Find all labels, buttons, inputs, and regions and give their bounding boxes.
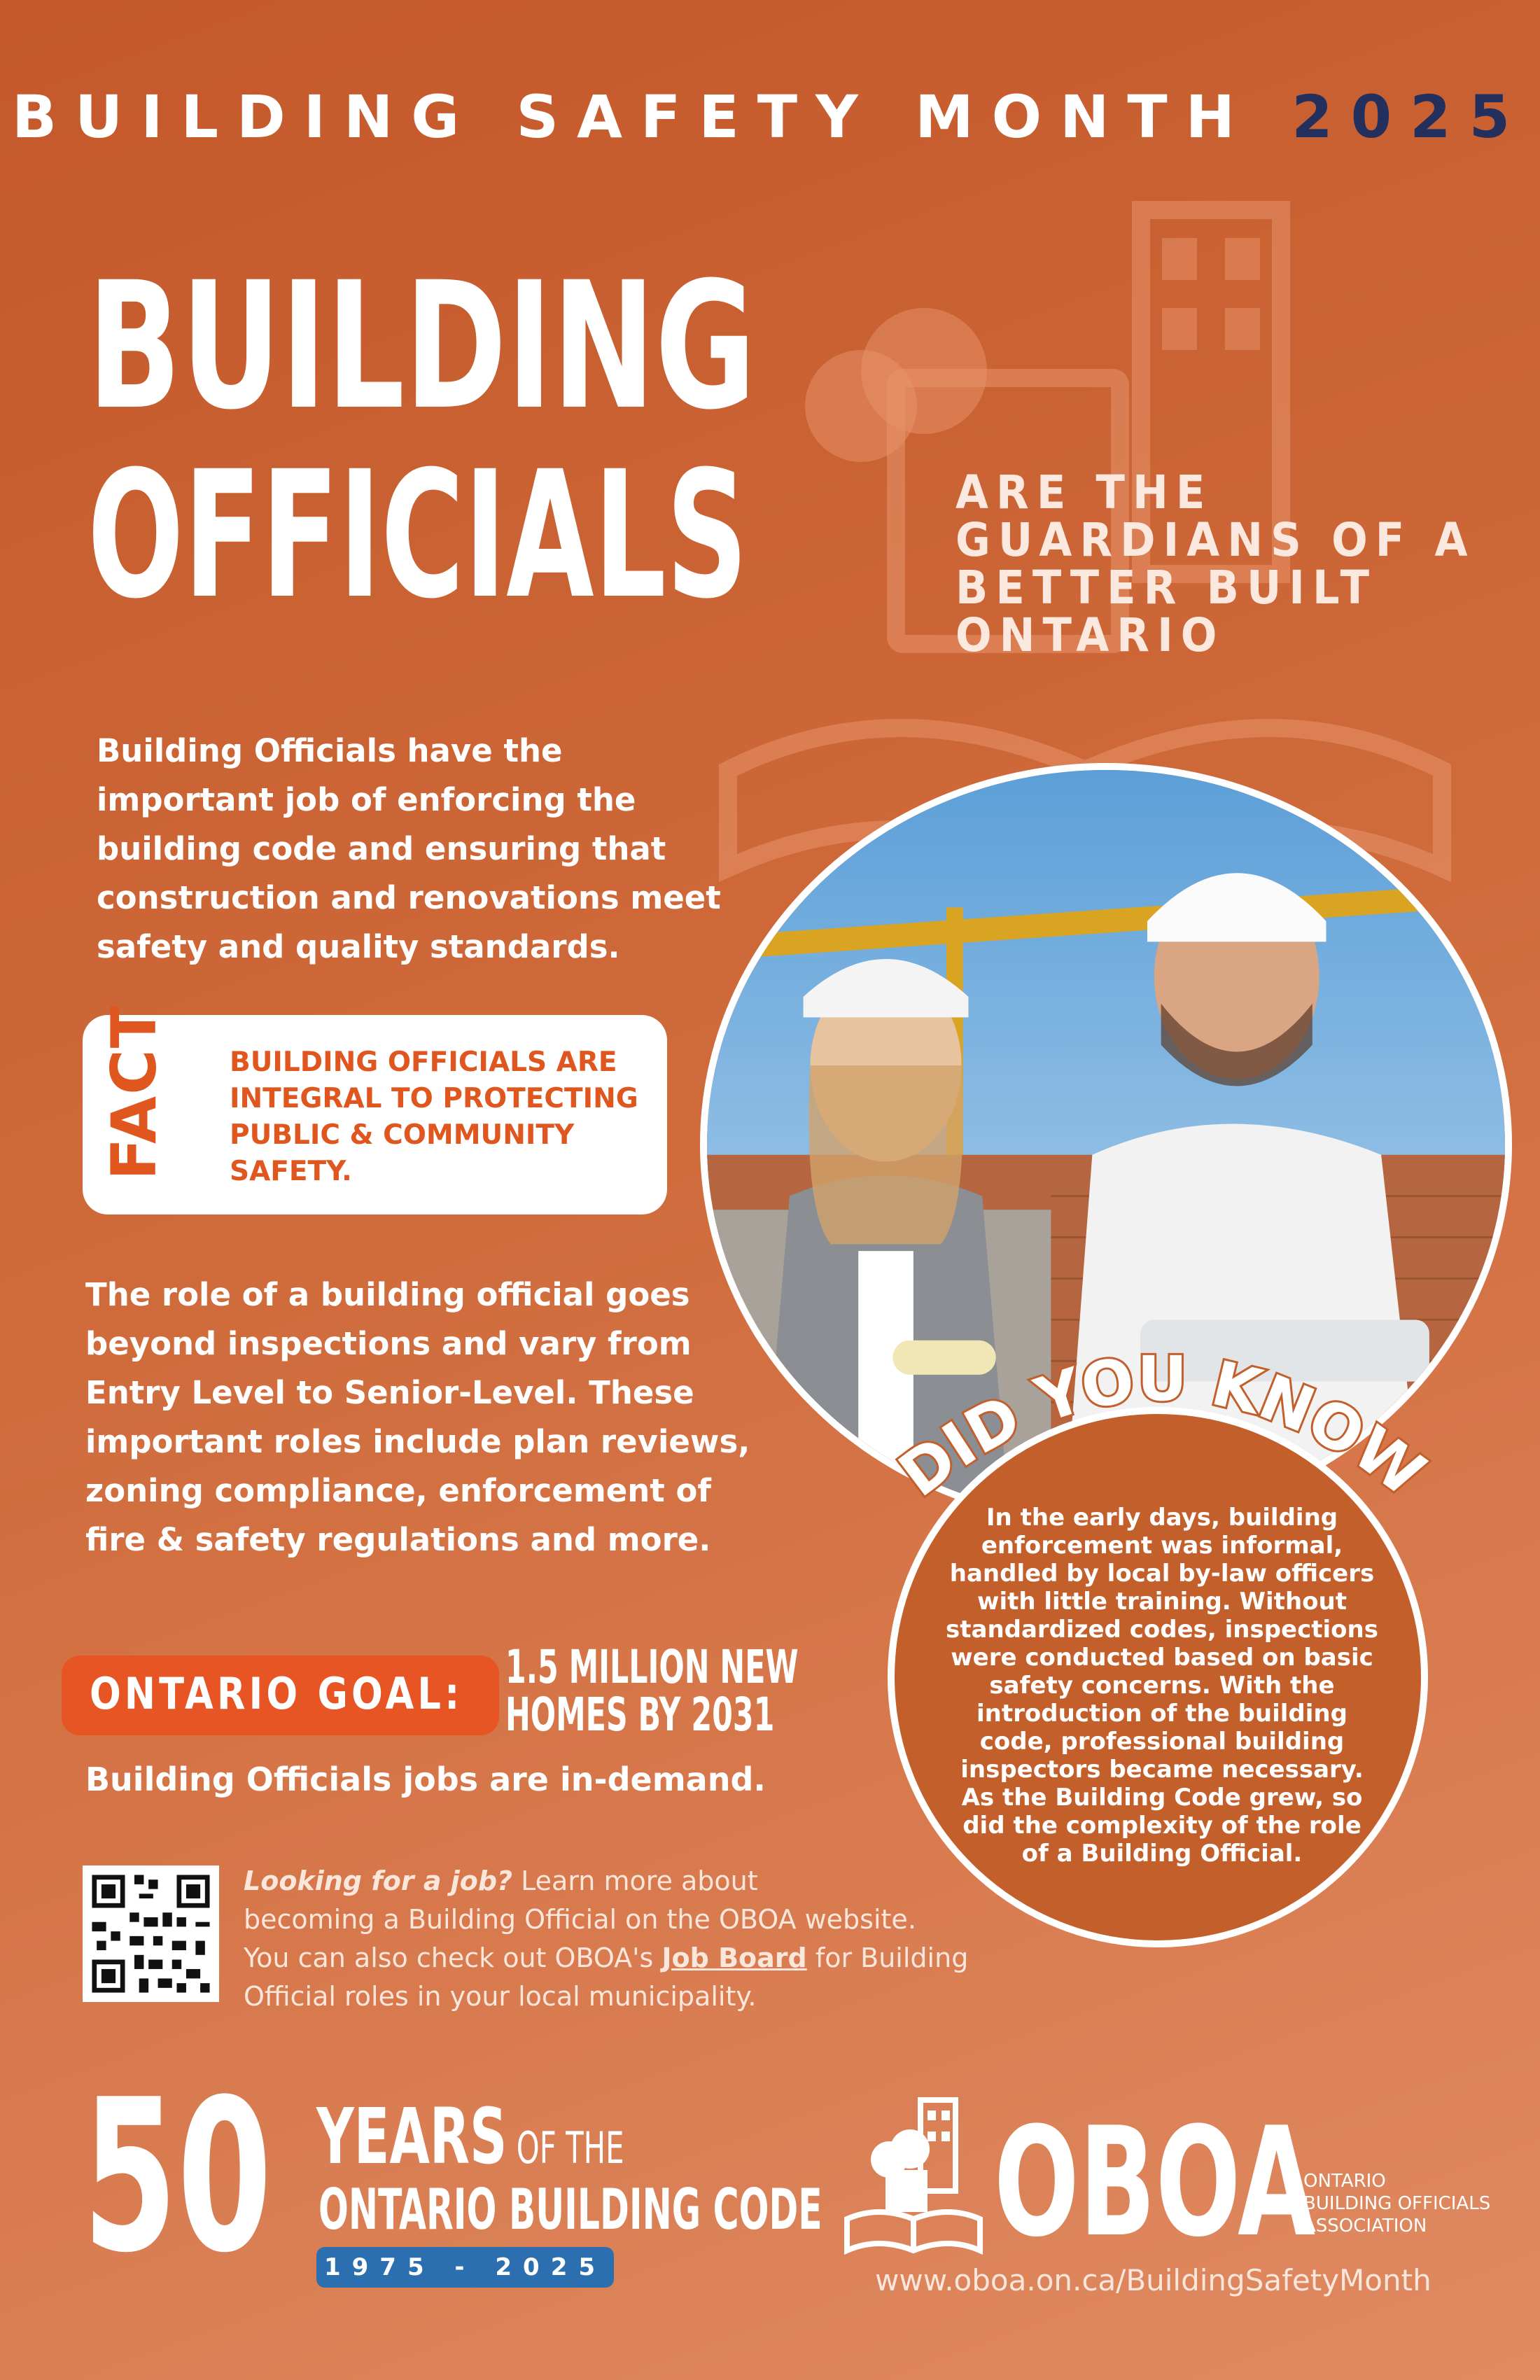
oboa-sub-line: BUILDING OFFICIALS bbox=[1303, 2193, 1491, 2214]
goal-value-line: 1.5 MILLION NEW bbox=[505, 1640, 799, 1694]
fact-text bbox=[230, 1044, 650, 1190]
hero-title-line-2: OFFICIALS bbox=[88, 433, 748, 637]
hero-title-line-1: BUILDING bbox=[88, 244, 756, 448]
did-you-know-title: DID YOU KNOW bbox=[886, 1342, 1438, 1498]
intro-paragraph: Building Officials have the important job of enforcing the building code and ensuring that construction and renovations meet safety and quality standards. bbox=[97, 732, 721, 965]
anniversary-of-the: OF THE bbox=[507, 2122, 624, 2174]
fact-line: INTEGRAL TO PROTECTING bbox=[230, 1083, 638, 1114]
job-line-2: becoming a Building Official on the OBOA website. bbox=[244, 1904, 916, 1935]
qr-code-icon[interactable] bbox=[83, 1865, 219, 2002]
fact-line: SAFETY. bbox=[230, 1156, 352, 1187]
job-line-1: Learn more about bbox=[512, 1865, 758, 1896]
dyk-line: enforcement was informal, bbox=[981, 1532, 1343, 1560]
role-paragraph: The role of a building official goes beyond inspections and vary from Entry Level to Senior-Level. These important roles include plan reviews, zoning compliance, enforcement of fire & safety regulations and more. bbox=[85, 1276, 750, 1558]
event-title bbox=[0, 83, 1540, 151]
dyk-line: safety concerns. With the bbox=[989, 1672, 1335, 1700]
job-board-link[interactable]: Job Board bbox=[662, 1942, 807, 1973]
fact-label: FACT bbox=[98, 1004, 170, 1180]
oboa-full-name bbox=[1303, 2170, 1490, 2237]
tagline-line: BETTER BUILT bbox=[955, 561, 1378, 615]
fact-line: BUILDING OFFICIALS ARE bbox=[230, 1046, 617, 1078]
oboa-logo-icon bbox=[840, 2093, 987, 2261]
job-line-3-post: for Building bbox=[806, 1942, 969, 1973]
oboa-wordmark: OBOA bbox=[994, 2094, 1315, 2270]
dyk-line: did the complexity of the role bbox=[962, 1812, 1362, 1840]
ontario-goal-badge bbox=[62, 1656, 499, 1735]
event-year: 2025 bbox=[1292, 83, 1529, 151]
jobs-in-demand-text: Building Officials jobs are in-demand. bbox=[85, 1760, 766, 1798]
dyk-line: with little training. Without bbox=[977, 1588, 1347, 1616]
fact-card bbox=[83, 1004, 667, 1214]
did-you-know-text bbox=[941, 1504, 1382, 1868]
svg-text:DID YOU KNOW bbox=[886, 1343, 1437, 1498]
tagline-line: ONTARIO bbox=[955, 608, 1225, 662]
ontario-goal-value bbox=[505, 1640, 799, 1742]
anniversary-range-badge: 1975 - 2025 bbox=[316, 2247, 614, 2288]
tagline-line: GUARDIANS OF A bbox=[955, 513, 1476, 567]
job-line-3-pre: You can also check out OBOA's bbox=[244, 1942, 662, 1973]
dyk-line: introduction of the building bbox=[976, 1700, 1348, 1728]
oboa-sub-line: ASSOCIATION bbox=[1303, 2216, 1427, 2236]
dyk-line: code, professional building bbox=[979, 1728, 1345, 1756]
anniversary-number: 50 bbox=[83, 2054, 272, 2299]
job-info-text bbox=[244, 1862, 1014, 2016]
website-link[interactable]: www.oboa.on.ca/BuildingSafetyMonth bbox=[875, 2263, 1432, 2297]
hero-tagline bbox=[955, 465, 1476, 662]
event-title-text: BUILDING SAFETY MONTH bbox=[11, 83, 1253, 151]
dyk-line: of a Building Official. bbox=[1021, 1840, 1303, 1868]
dyk-line: were conducted based on basic bbox=[951, 1644, 1373, 1672]
ontario-building-code-text: ONTARIO BUILDING CODE bbox=[318, 2177, 822, 2242]
dyk-line: standardized codes, inspections bbox=[946, 1616, 1378, 1644]
oboa-sub-line: ONTARIO bbox=[1303, 2171, 1386, 2192]
dyk-line: handled by local by-law officers bbox=[949, 1560, 1375, 1588]
dyk-line: inspectors became necessary. bbox=[960, 1756, 1364, 1784]
did-you-know-heading bbox=[882, 1330, 1442, 1498]
dyk-line: As the Building Code grew, so bbox=[961, 1784, 1363, 1812]
job-line-4: Official roles in your local municipality. bbox=[244, 1981, 757, 2012]
anniversary-years: YEARS bbox=[316, 2092, 507, 2181]
anniversary-years-line bbox=[316, 2092, 624, 2181]
fact-line: PUBLIC & COMMUNITY bbox=[230, 1119, 575, 1151]
goal-value-line: HOMES BY 2031 bbox=[505, 1688, 775, 1742]
job-lead: Looking for a job? bbox=[244, 1865, 513, 1896]
ontario-goal-label: ONTARIO GOAL: bbox=[90, 1668, 463, 1719]
tagline-line: ARE THE bbox=[955, 465, 1213, 519]
dyk-line: In the early days, building bbox=[986, 1504, 1338, 1532]
